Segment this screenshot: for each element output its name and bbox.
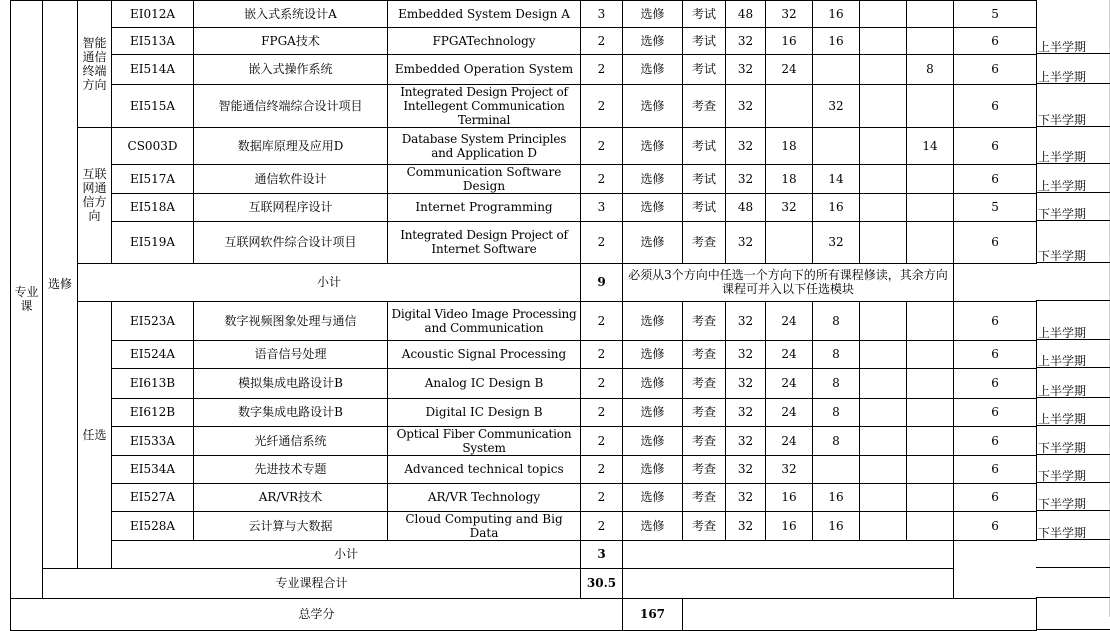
course-name-cn: 数字集成电路设计B [194,398,388,426]
lab-hours [813,455,860,483]
total-hours: 32 [726,398,766,426]
semester-number: 6 [954,221,1037,263]
lecture-hours: 16 [766,483,813,511]
semester-row-border [1036,629,1110,630]
free-elective-cell: 任选 [78,301,112,568]
course-name-cn: 嵌入式操作系统 [194,54,388,84]
semester-row-border [1036,300,1110,301]
other-hours [907,398,954,426]
credit: 3 [581,193,623,221]
major-total-row [11,568,1037,598]
course-name-cn: AR/VR技术 [194,483,388,511]
course-type: 选修 [623,301,683,340]
lecture-hours [766,84,813,127]
other-hours [907,340,954,368]
lecture-hours: 24 [766,340,813,368]
course-type: 选修 [623,426,683,455]
course-name-en: Digital Video Image Processing and Communication [388,301,581,340]
category-text: 课 [20,299,33,313]
course-code: EI533A [112,426,194,455]
semester-number: 6 [954,368,1037,398]
course-code: EI612B [112,398,194,426]
empty-cell [623,540,954,568]
grand-total-row [11,598,1037,630]
credit: 2 [581,54,623,84]
lab-hours: 16 [813,511,860,540]
course-name-cn: FPGA技术 [194,27,388,54]
lab-hours: 14 [813,164,860,193]
table-row [11,54,1037,84]
course-type: 选修 [623,54,683,84]
lab-hours: 16 [813,193,860,221]
direction-2-label-char: 信方 [82,195,107,209]
lab-hours: 8 [813,398,860,426]
practice-hours [860,301,907,340]
total-hours: 48 [726,0,766,27]
lab-hours: 16 [813,27,860,54]
other-hours [907,164,954,193]
course-name-cn: 数据库原理及应用D [194,127,388,164]
course-name-cn: 云计算与大数据 [194,511,388,540]
lab-hours: 8 [813,340,860,368]
total-hours: 32 [726,54,766,84]
exam-type: 考查 [683,426,726,455]
semester-number: 5 [954,0,1037,27]
course-name-en: Integrated Design Project of Internet Software [388,221,581,263]
major-total-label: 专业课程合计 [43,568,581,598]
semester-label: 上半学期 [1038,384,1087,398]
semester-number: 6 [954,340,1037,368]
other-hours [907,426,954,455]
grand-total-label: 总学分 [11,598,623,630]
course-type: 选修 [623,0,683,27]
other-hours [907,511,954,540]
practice-hours [860,483,907,511]
lab-hours: 16 [813,483,860,511]
subtotal-row [11,263,1037,301]
course-code: EI523A [112,301,194,340]
semester-label: 上半学期 [1038,150,1087,164]
course-code: EI534A [112,455,194,483]
practice-hours [860,511,907,540]
semester-label: 上半学期 [1038,70,1087,84]
semester-row-border [1036,597,1110,598]
semester-number: 6 [954,483,1037,511]
course-type: 选修 [623,511,683,540]
direction-1-label [78,0,112,127]
credit: 2 [581,84,623,127]
semester-number: 6 [954,455,1037,483]
total-hours: 32 [726,84,766,127]
lab-hours: 8 [813,368,860,398]
table-row [11,368,1037,398]
credit: 2 [581,221,623,263]
table-row [11,127,1037,164]
credit: 2 [581,483,623,511]
exam-type: 考试 [683,127,726,164]
empty-cell [623,568,954,598]
total-hours: 32 [726,455,766,483]
practice-hours [860,340,907,368]
course-name-cn: 互联网软件综合设计项目 [194,221,388,263]
semester-number: 6 [954,426,1037,455]
course-type: 选修 [623,193,683,221]
semester-label: 下半学期 [1038,441,1087,455]
lab-hours: 32 [813,221,860,263]
lecture-hours: 32 [766,0,813,27]
credit: 2 [581,426,623,455]
other-hours [907,483,954,511]
table-row [11,398,1037,426]
lecture-hours: 16 [766,27,813,54]
exam-type: 考查 [683,221,726,263]
direction-2-label-char: 互联 [82,167,107,181]
course-type: 选修 [623,221,683,263]
category-cell [11,0,43,598]
course-name-cn: 先进技术专题 [194,455,388,483]
course-code: EI012A [112,0,194,27]
credit: 2 [581,455,623,483]
subtotal-row [11,540,1037,568]
semester-label: 上半学期 [1038,326,1087,340]
course-code: EI613B [112,368,194,398]
lecture-hours: 24 [766,301,813,340]
course-name-cn: 光纤通信系统 [194,426,388,455]
curriculum-table [10,0,1037,631]
course-code: EI528A [112,511,194,540]
course-type: 选修 [623,368,683,398]
lecture-hours: 18 [766,164,813,193]
total-hours: 48 [726,193,766,221]
total-hours: 32 [726,368,766,398]
lecture-hours [766,221,813,263]
direction-note: 必须从3个方向中任选一个方向下的所有课程修读，其余方向课程可并入以下任选模块 [623,263,954,301]
semester-label: 上半学期 [1038,40,1087,54]
lecture-hours: 24 [766,368,813,398]
lecture-hours: 32 [766,455,813,483]
subtotal-label: 小计 [112,540,581,568]
subtotal-value: 3 [581,540,623,568]
course-code: EI517A [112,164,194,193]
course-type: 选修 [623,483,683,511]
total-hours: 32 [726,221,766,263]
semester-label: 上半学期 [1038,412,1087,426]
subtotal-value: 9 [581,263,623,301]
semester-number: 6 [954,54,1037,84]
practice-hours [860,368,907,398]
direction-1-label-char: 方向 [82,77,107,92]
course-name-cn: 互联网程序设计 [194,193,388,221]
semester-label: 下半学期 [1038,469,1087,483]
lab-hours: 32 [813,84,860,127]
direction-1-label-char: 终端 [82,63,107,78]
other-hours [907,368,954,398]
course-code: EI518A [112,193,194,221]
course-type: 选修 [623,455,683,483]
practice-hours [860,84,907,127]
course-name-cn: 通信软件设计 [194,164,388,193]
course-code: EI514A [112,54,194,84]
course-name-en: Acoustic Signal Processing [388,340,581,368]
practice-hours [860,0,907,27]
other-hours: 8 [907,54,954,84]
direction-1-label-char: 智能 [82,35,107,50]
practice-hours [860,127,907,164]
exam-type: 考试 [683,0,726,27]
course-name-en: AR/VR Technology [388,483,581,511]
exam-type: 考查 [683,301,726,340]
course-name-en: Digital IC Design B [388,398,581,426]
course-name-en: Optical Fiber Communication System [388,426,581,455]
direction-1-label-char: 通信 [82,49,107,64]
total-hours: 32 [726,164,766,193]
direction-2-label-char: 向 [88,209,101,223]
course-code: CS003D [112,127,194,164]
total-hours: 32 [726,426,766,455]
semester-number: 6 [954,27,1037,54]
other-hours [907,27,954,54]
table-row [11,84,1037,127]
grand-total-value: 167 [623,598,683,630]
practice-hours [860,27,907,54]
exam-type: 考试 [683,54,726,84]
exam-type: 考查 [683,455,726,483]
credit: 2 [581,164,623,193]
major-total-value: 30.5 [581,568,623,598]
subtotal-label: 小计 [78,263,581,301]
semester-label [1038,0,1086,1]
practice-hours [860,221,907,263]
table-row [11,483,1037,511]
course-name-cn: 嵌入式系统设计A [194,0,388,27]
credit: 2 [581,127,623,164]
empty-cell [683,598,1037,630]
lecture-hours: 32 [766,193,813,221]
credit: 2 [581,511,623,540]
semester-number: 6 [954,511,1037,540]
course-name-en: Analog IC Design B [388,368,581,398]
semester-number: 6 [954,398,1037,426]
lecture-hours: 24 [766,398,813,426]
total-hours: 32 [726,27,766,54]
lab-hours [813,54,860,84]
other-hours [907,0,954,27]
semester-label: 下半学期 [1038,249,1087,263]
total-hours: 32 [726,340,766,368]
exam-type: 考查 [683,340,726,368]
course-name-cn: 数字视频图象处理与通信 [194,301,388,340]
other-hours [907,301,954,340]
semester-label: 下半学期 [1038,526,1087,540]
lecture-hours: 18 [766,127,813,164]
lecture-hours: 24 [766,426,813,455]
credit: 2 [581,301,623,340]
credit: 2 [581,340,623,368]
credit: 2 [581,368,623,398]
semester-number: 6 [954,127,1037,164]
exam-type: 考查 [683,84,726,127]
course-type: 选修 [623,84,683,127]
course-name-en: Cloud Computing and Big Data [388,511,581,540]
table-row [11,301,1037,340]
practice-hours [860,398,907,426]
course-name-cn: 模拟集成电路设计B [194,368,388,398]
semester-number: 5 [954,193,1037,221]
semester-label: 上半学期 [1038,354,1087,368]
table-row [11,426,1037,455]
lecture-hours: 24 [766,54,813,84]
course-type: 选修 [623,398,683,426]
course-name-en: Integrated Design Project of Intellegent Communication Terminal [388,84,581,127]
semester-row-border [1036,567,1110,568]
total-hours: 32 [726,483,766,511]
credit: 2 [581,398,623,426]
course-name-en: Embedded System Design A [388,0,581,27]
exam-type: 考查 [683,398,726,426]
practice-hours [860,193,907,221]
course-type: 选修 [623,127,683,164]
other-hours: 14 [907,127,954,164]
table-row [11,511,1037,540]
table-row [11,27,1037,54]
course-name-en: Advanced technical topics [388,455,581,483]
course-type: 选修 [623,27,683,54]
exam-type: 考查 [683,368,726,398]
lab-hours: 8 [813,301,860,340]
table-row [11,164,1037,193]
lecture-hours: 16 [766,511,813,540]
lab-hours [813,127,860,164]
semester-number: 6 [954,301,1037,340]
course-code: EI527A [112,483,194,511]
table-row [11,221,1037,263]
course-code: EI515A [112,84,194,127]
exam-type: 考试 [683,164,726,193]
exam-type: 考试 [683,27,726,54]
other-hours [907,455,954,483]
lab-hours: 16 [813,0,860,27]
practice-hours [860,54,907,84]
course-type: 选修 [623,340,683,368]
course-type: 选修 [623,164,683,193]
course-name-en: Database System Principles and Application D [388,127,581,164]
semester-number: 6 [954,164,1037,193]
direction-2-label [78,127,112,263]
table-row [11,455,1037,483]
semester-label: 下半学期 [1038,113,1087,127]
practice-hours [860,164,907,193]
total-hours: 32 [726,511,766,540]
credit: 2 [581,27,623,54]
practice-hours [860,455,907,483]
course-name-en: Communication Software Design [388,164,581,193]
total-hours: 32 [726,301,766,340]
course-name-en: Internet Programming [388,193,581,221]
other-hours [907,193,954,221]
course-name-cn: 语音信号处理 [194,340,388,368]
total-hours: 32 [726,127,766,164]
elective-cell: 选修 [43,0,78,568]
exam-type: 考查 [683,511,726,540]
semester-label: 上半学期 [1038,179,1087,193]
semester-label: 下半学期 [1038,497,1087,511]
other-hours [907,221,954,263]
exam-type: 考试 [683,193,726,221]
lab-hours: 8 [813,426,860,455]
course-code: EI524A [112,340,194,368]
course-name-cn: 智能通信终端综合设计项目 [194,84,388,127]
other-hours [907,84,954,127]
course-name-en: FPGATechnology [388,27,581,54]
direction-2-label-char: 网通 [82,181,107,195]
course-code: EI519A [112,221,194,263]
course-name-en: Embedded Operation System [388,54,581,84]
course-code: EI513A [112,27,194,54]
credit: 3 [581,0,623,27]
category-text: 专业 [14,285,39,299]
table-row [11,340,1037,368]
exam-type: 考查 [683,483,726,511]
table-row [11,193,1037,221]
semester-number: 6 [954,84,1037,127]
practice-hours [860,426,907,455]
semester-label: 下半学期 [1038,207,1087,221]
table-row [11,0,1037,27]
